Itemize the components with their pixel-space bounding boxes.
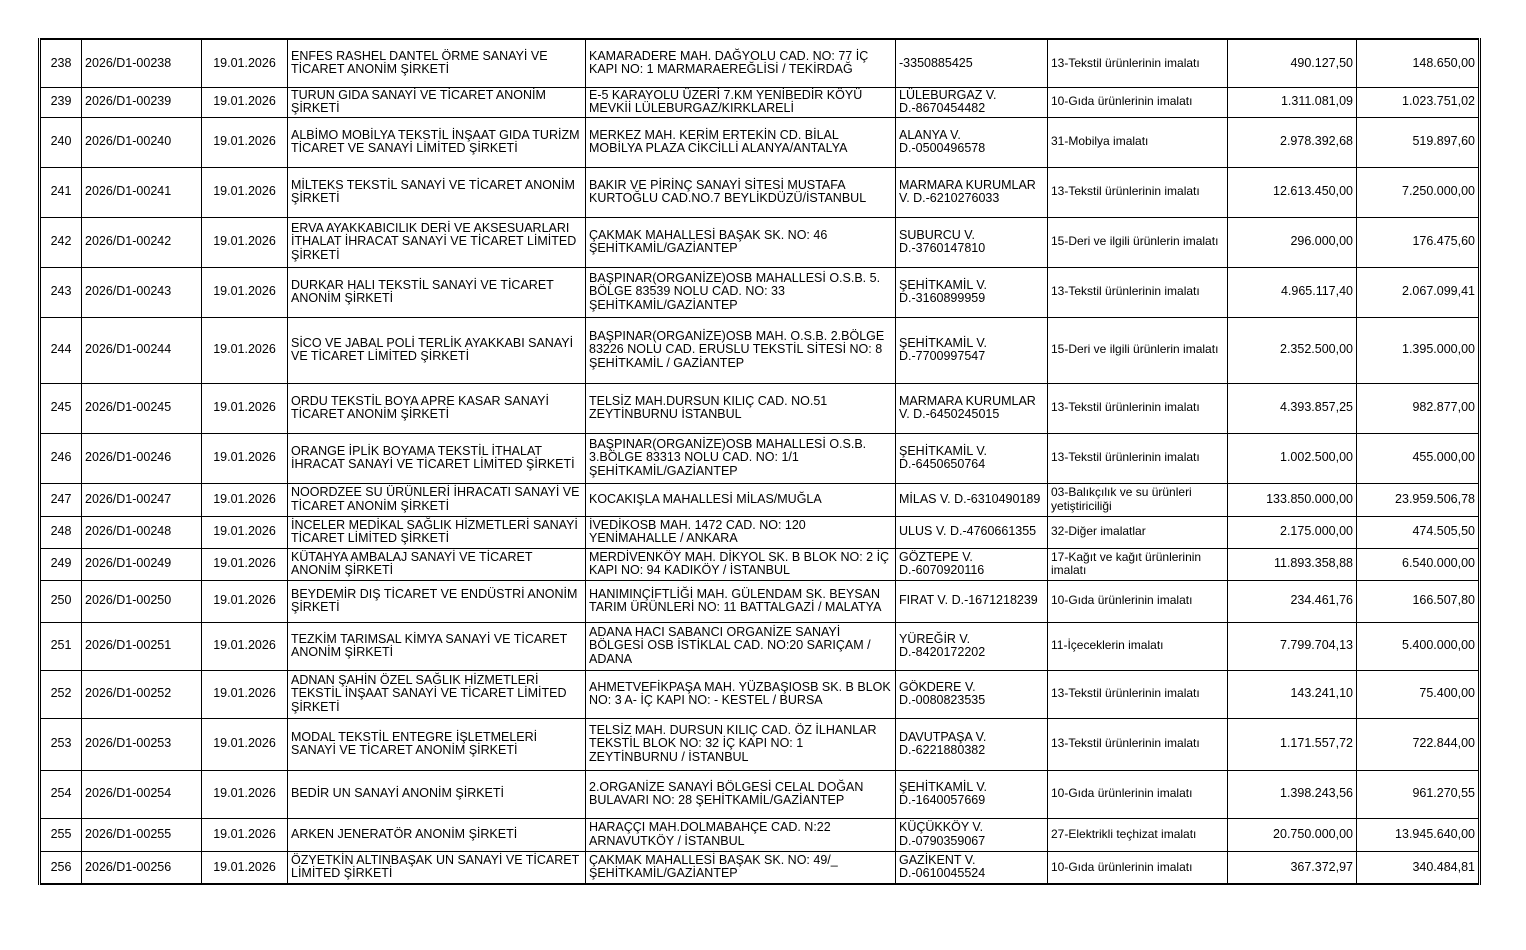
issue-date-cell: 19.01.2026 — [202, 217, 288, 267]
issue-date-cell: 19.01.2026 — [202, 622, 288, 670]
document-number-cell: 2026/D1-00243 — [82, 267, 202, 317]
row-number-cell: 255 — [40, 818, 82, 851]
company-name-cell: ALBİMO MOBİLYA TEKSTİL İNŞAAT GIDA TURİZM TİCARET VE SANAYİ LİMİTED ŞİRKETİ — [288, 117, 586, 167]
company-name-cell: BEDİR UN SANAYİ ANONİM ŞİRKETİ — [288, 770, 586, 818]
investment-amount-cell: 1.002.500,00 — [1228, 433, 1357, 483]
company-address-cell: HARAÇÇI MAH.DOLMABAHÇE CAD. N:22 ARNAVUTKÖY / İSTANBUL — [586, 818, 896, 851]
investment-amount-cell: 20.750.000,00 — [1228, 818, 1357, 851]
sector-cell: 10-Gıda ürünlerinin imalatı — [1048, 851, 1228, 884]
table-row — [40, 718, 1480, 770]
company-name-cell: TURUN GIDA SANAYİ VE TİCARET ANONİM ŞİRKETİ — [288, 87, 586, 117]
tax-office-number-cell: FIRAT V. D.-1671218239 — [896, 580, 1048, 622]
tax-office-number-cell: SUBURCU V. D.-3760147810 — [896, 217, 1048, 267]
company-name-cell: BEYDEMİR DIŞ TİCARET VE ENDÜSTRİ ANONİM ŞİRKETİ — [288, 580, 586, 622]
company-name-cell: ÖZYETKİN ALTINBAŞAK UN SANAYİ VE TİCARET LİMİTED ŞİRKETİ — [288, 851, 586, 884]
issue-date-cell: 19.01.2026 — [202, 167, 288, 217]
issue-date-cell: 19.01.2026 — [202, 39, 288, 87]
tax-office-number-cell: ŞEHİTKAMİL V. D.-3160899959 — [896, 267, 1048, 317]
investment-amount-cell: 12.613.450,00 — [1228, 167, 1357, 217]
sector-cell: 27-Elektrikli teçhizat imalatı — [1048, 818, 1228, 851]
tax-office-number-cell: DAVUTPAŞA V. D.-6221880382 — [896, 718, 1048, 770]
investment-amount-cell: 143.241,10 — [1228, 670, 1357, 718]
support-amount-cell: 519.897,60 — [1357, 117, 1480, 167]
issue-date-cell: 19.01.2026 — [202, 433, 288, 483]
company-address-cell: ÇAKMAK MAHALLESİ BAŞAK SK. NO: 46 ŞEHİTKAMİL/GAZİANTEP — [586, 217, 896, 267]
company-address-cell: İVEDİKOSB MAH. 1472 CAD. NO: 120 YENİMAHALLE / ANKARA — [586, 516, 896, 548]
row-number-cell: 241 — [40, 167, 82, 217]
issue-date-cell: 19.01.2026 — [202, 818, 288, 851]
issue-date-cell: 19.01.2026 — [202, 383, 288, 433]
table-row — [40, 117, 1480, 167]
tax-office-number-cell: -3350885425 — [896, 39, 1048, 87]
row-number-cell: 248 — [40, 516, 82, 548]
issue-date-cell: 19.01.2026 — [202, 670, 288, 718]
company-address-cell: HANIMINÇİFTLİĞİ MAH. GÜLENDAM SK. BEYSAN TARIM ÜRÜNLERİ NO: 11 BATTALGAZİ / MALATYA — [586, 580, 896, 622]
row-number-cell: 243 — [40, 267, 82, 317]
row-number-cell: 242 — [40, 217, 82, 267]
table-row — [40, 39, 1480, 87]
company-name-cell: İNCELER MEDİKAL SAĞLIK HİZMETLERİ SANAYİ TİCARET LİMİTED ŞİRKETİ — [288, 516, 586, 548]
sector-cell: 32-Diğer imalatlar — [1048, 516, 1228, 548]
row-number-cell: 251 — [40, 622, 82, 670]
row-number-cell: 250 — [40, 580, 82, 622]
company-name-cell: ENFES RASHEL DANTEL ÖRME SANAYİ VE TİCARET ANONİM ŞİRKETİ — [288, 39, 586, 87]
support-amount-cell: 5.400.000,00 — [1357, 622, 1480, 670]
support-amount-cell: 2.067.099,41 — [1357, 267, 1480, 317]
support-amount-cell: 75.400,00 — [1357, 670, 1480, 718]
support-amount-cell: 722.844,00 — [1357, 718, 1480, 770]
issue-date-cell: 19.01.2026 — [202, 548, 288, 580]
table-body — [40, 39, 1480, 884]
document-number-cell: 2026/D1-00238 — [82, 39, 202, 87]
row-number-cell: 253 — [40, 718, 82, 770]
table-row — [40, 670, 1480, 718]
tax-office-number-cell: ALANYA V. D.-0500496578 — [896, 117, 1048, 167]
investment-amount-cell: 234.461,76 — [1228, 580, 1357, 622]
investment-amount-cell: 1.171.557,72 — [1228, 718, 1357, 770]
sector-cell: 13-Tekstil ürünlerinin imalatı — [1048, 167, 1228, 217]
company-name-cell: MİLTEKS TEKSTİL SANAYİ VE TİCARET ANONİM ŞİRKETİ — [288, 167, 586, 217]
support-amount-cell: 13.945.640,00 — [1357, 818, 1480, 851]
table-row — [40, 851, 1480, 884]
company-name-cell: ADNAN ŞAHİN ÖZEL SAĞLIK HİZMETLERİ TEKSTİL İNŞAAT SANAYİ VE TİCARET LİMİTED ŞİRKETİ — [288, 670, 586, 718]
row-number-cell: 249 — [40, 548, 82, 580]
issue-date-cell: 19.01.2026 — [202, 718, 288, 770]
company-address-cell: ÇAKMAK MAHALLESİ BAŞAK SK. NO: 49/_ ŞEHİTKAMİL/GAZİANTEP — [586, 851, 896, 884]
support-amount-cell: 23.959.506,78 — [1357, 483, 1480, 516]
company-name-cell: DURKAR HALI TEKSTİL SANAYİ VE TİCARET ANONİM ŞİRKETİ — [288, 267, 586, 317]
company-address-cell: AHMETVEFİKPAŞA MAH. YÜZBAŞIOSB SK. B BLOK NO: 3 A- İÇ KAPI NO: - KESTEL / BURSA — [586, 670, 896, 718]
company-name-cell: ORDU TEKSTİL BOYA APRE KASAR SANAYİ TİCARET ANONİM ŞİRKETİ — [288, 383, 586, 433]
tax-office-number-cell: ULUS V. D.-4760661355 — [896, 516, 1048, 548]
company-address-cell: BAŞPINAR(ORGANİZE)OSB MAHALLESİ O.S.B. 5. BÖLGE 83539 NOLU CAD. NO: 33 ŞEHİTKAMİL/GAZİANTEP — [586, 267, 896, 317]
company-address-cell: MERDİVENKÖY MAH. DİKYOL SK. B BLOK NO: 2 İÇ KAPI NO: 94 KADIKÖY / İSTANBUL — [586, 548, 896, 580]
table-row — [40, 548, 1480, 580]
issue-date-cell: 19.01.2026 — [202, 580, 288, 622]
support-amount-cell: 455.000,00 — [1357, 433, 1480, 483]
sector-cell: 15-Deri ve ilgili ürünlerin imalatı — [1048, 317, 1228, 383]
issue-date-cell: 19.01.2026 — [202, 770, 288, 818]
company-name-cell: KÜTAHYA AMBALAJ SANAYİ VE TİCARET ANONİM ŞİRKETİ — [288, 548, 586, 580]
sector-cell: 15-Deri ve ilgili ürünlerin imalatı — [1048, 217, 1228, 267]
issue-date-cell: 19.01.2026 — [202, 516, 288, 548]
company-name-cell: ERVA AYAKKABICILIK DERİ VE AKSESUARLARI İTHALAT İHRACAT SANAYİ VE TİCARET LİMİTED ŞİRKETİ — [288, 217, 586, 267]
sector-cell: 17-Kağıt ve kağıt ürünlerinin imalatı — [1048, 548, 1228, 580]
company-address-cell: KOCAKIŞLA MAHALLESİ MİLAS/MUĞLA — [586, 483, 896, 516]
investment-amount-cell: 1.398.243,56 — [1228, 770, 1357, 818]
support-amount-cell: 1.395.000,00 — [1357, 317, 1480, 383]
company-address-cell: MERKEZ MAH. KERİM ERTEKİN CD. BİLAL MOBİLYA PLAZA CİKCİLLİ ALANYA/ANTALYA — [586, 117, 896, 167]
table-row — [40, 167, 1480, 217]
table-row — [40, 622, 1480, 670]
tax-office-number-cell: ŞEHİTKAMİL V. D.-7700997547 — [896, 317, 1048, 383]
document-number-cell: 2026/D1-00248 — [82, 516, 202, 548]
document-number-cell: 2026/D1-00252 — [82, 670, 202, 718]
tax-office-number-cell: MARMARA KURUMLAR V. D.-6450245015 — [896, 383, 1048, 433]
sector-cell: 11-İçeceklerin imalatı — [1048, 622, 1228, 670]
investment-amount-cell: 7.799.704,13 — [1228, 622, 1357, 670]
investment-amount-cell: 1.311.081,09 — [1228, 87, 1357, 117]
company-address-cell: BAKIR VE PİRİNÇ SANAYİ SİTESİ MUSTAFA KURTOĞLU CAD.NO.7 BEYLİKDÜZÜ/İSTANBUL — [586, 167, 896, 217]
company-address-cell: BAŞPINAR(ORGANİZE)OSB MAHALLESİ O.S.B. 3.BÖLGE 83313 NOLU CAD. NO: 1/1 ŞEHİTKAMİL/GAZİANTEP — [586, 433, 896, 483]
support-amount-cell: 7.250.000,00 — [1357, 167, 1480, 217]
row-number-cell: 245 — [40, 383, 82, 433]
sector-cell: 03-Balıkçılık ve su ürünleri yetiştiriciliği — [1048, 483, 1228, 516]
document-number-cell: 2026/D1-00254 — [82, 770, 202, 818]
row-number-cell: 239 — [40, 87, 82, 117]
incentive-certificate-table — [38, 38, 1481, 885]
company-name-cell: ORANGE İPLİK BOYAMA TEKSTİL İTHALAT İHRACAT SANAYİ VE TİCARET LİMİTED ŞİRKETİ — [288, 433, 586, 483]
company-name-cell: ARKEN JENERATÖR ANONİM ŞİRKETİ — [288, 818, 586, 851]
table-row — [40, 87, 1480, 117]
document-number-cell: 2026/D1-00239 — [82, 87, 202, 117]
table-row — [40, 580, 1480, 622]
tax-office-number-cell: GAZİKENT V. D.-0610045524 — [896, 851, 1048, 884]
investment-amount-cell: 4.393.857,25 — [1228, 383, 1357, 433]
document-number-cell: 2026/D1-00247 — [82, 483, 202, 516]
support-amount-cell: 961.270,55 — [1357, 770, 1480, 818]
document-number-cell: 2026/D1-00242 — [82, 217, 202, 267]
tax-office-number-cell: MİLAS V. D.-6310490189 — [896, 483, 1048, 516]
support-amount-cell: 982.877,00 — [1357, 383, 1480, 433]
company-name-cell: MODAL TEKSTİL ENTEGRE İŞLETMELERİ SANAYİ VE TİCARET ANONİM ŞİRKETİ — [288, 718, 586, 770]
document-number-cell: 2026/D1-00241 — [82, 167, 202, 217]
table-row — [40, 433, 1480, 483]
tax-office-number-cell: ŞEHİTKAMİL V. D.-1640057669 — [896, 770, 1048, 818]
company-name-cell: NOORDZEE SU ÜRÜNLERİ İHRACATI SANAYİ VE TİCARET ANONİM ŞİRKETİ — [288, 483, 586, 516]
table-row — [40, 516, 1480, 548]
sector-cell: 13-Tekstil ürünlerinin imalatı — [1048, 267, 1228, 317]
investment-amount-cell: 296.000,00 — [1228, 217, 1357, 267]
table-row — [40, 770, 1480, 818]
document-number-cell: 2026/D1-00253 — [82, 718, 202, 770]
row-number-cell: 256 — [40, 851, 82, 884]
company-address-cell: BAŞPINAR(ORGANİZE)OSB MAH. O.S.B. 2.BÖLGE 83226 NOLU CAD. ERUSLU TEKSTİL SİTESİ NO: 8 ŞEHİTKAMİL / GAZİANTEP — [586, 317, 896, 383]
company-address-cell: E-5 KARAYOLU ÜZERİ 7.KM YENİBEDİR KÖYÜ MEVKİİ LÜLEBURGAZ/KIRKLARELİ — [586, 87, 896, 117]
sector-cell: 13-Tekstil ürünlerinin imalatı — [1048, 383, 1228, 433]
support-amount-cell: 474.505,50 — [1357, 516, 1480, 548]
row-number-cell: 247 — [40, 483, 82, 516]
document-number-cell: 2026/D1-00246 — [82, 433, 202, 483]
investment-amount-cell: 11.893.358,88 — [1228, 548, 1357, 580]
investment-amount-cell: 2.352.500,00 — [1228, 317, 1357, 383]
row-number-cell: 240 — [40, 117, 82, 167]
issue-date-cell: 19.01.2026 — [202, 851, 288, 884]
sector-cell: 10-Gıda ürünlerinin imalatı — [1048, 580, 1228, 622]
issue-date-cell: 19.01.2026 — [202, 483, 288, 516]
document-number-cell: 2026/D1-00240 — [82, 117, 202, 167]
support-amount-cell: 6.540.000,00 — [1357, 548, 1480, 580]
row-number-cell: 246 — [40, 433, 82, 483]
investment-amount-cell: 490.127,50 — [1228, 39, 1357, 87]
table-row — [40, 217, 1480, 267]
company-address-cell: TELSİZ MAH. DURSUN KILIÇ CAD. ÖZ İLHANLAR TEKSTİL BLOK NO: 32 İÇ KAPI NO: 1 ZEYTİNBURNU / İSTANBUL — [586, 718, 896, 770]
table-row — [40, 818, 1480, 851]
document-number-cell: 2026/D1-00251 — [82, 622, 202, 670]
issue-date-cell: 19.01.2026 — [202, 117, 288, 167]
tax-office-number-cell: YÜREĞİR V. D.-8420172202 — [896, 622, 1048, 670]
document-number-cell: 2026/D1-00255 — [82, 818, 202, 851]
investment-amount-cell: 4.965.117,40 — [1228, 267, 1357, 317]
row-number-cell: 252 — [40, 670, 82, 718]
tax-office-number-cell: GÖKDERE V. D.-0080823535 — [896, 670, 1048, 718]
sector-cell: 10-Gıda ürünlerinin imalatı — [1048, 770, 1228, 818]
document-number-cell: 2026/D1-00256 — [82, 851, 202, 884]
tax-office-number-cell: ŞEHİTKAMİL V. D.-6450650764 — [896, 433, 1048, 483]
company-name-cell: SİCO VE JABAL POLİ TERLİK AYAKKABI SANAYİ VE TİCARET LİMİTED ŞİRKETİ — [288, 317, 586, 383]
company-address-cell: 2.ORGANİZE SANAYİ BÖLGESİ CELAL DOĞAN BULAVARI NO: 28 ŞEHİTKAMİL/GAZİANTEP — [586, 770, 896, 818]
investment-amount-cell: 133.850.000,00 — [1228, 483, 1357, 516]
sector-cell: 10-Gıda ürünlerinin imalatı — [1048, 87, 1228, 117]
company-address-cell: KAMARADERE MAH. DAĞYOLU CAD. NO: 77 İÇ KAPI NO: 1 MARMARAEREĞLİSİ / TEKİRDAĞ — [586, 39, 896, 87]
table-row — [40, 483, 1480, 516]
sector-cell: 13-Tekstil ürünlerinin imalatı — [1048, 39, 1228, 87]
investment-amount-cell: 2.978.392,68 — [1228, 117, 1357, 167]
row-number-cell: 254 — [40, 770, 82, 818]
sector-cell: 13-Tekstil ürünlerinin imalatı — [1048, 718, 1228, 770]
sector-cell: 13-Tekstil ürünlerinin imalatı — [1048, 670, 1228, 718]
tax-office-number-cell: LÜLEBURGAZ V. D.-8670454482 — [896, 87, 1048, 117]
support-amount-cell: 340.484,81 — [1357, 851, 1480, 884]
support-amount-cell: 176.475,60 — [1357, 217, 1480, 267]
company-name-cell: TEZKİM TARIMSAL KİMYA SANAYİ VE TİCARET ANONİM ŞİRKETİ — [288, 622, 586, 670]
row-number-cell: 238 — [40, 39, 82, 87]
document-number-cell: 2026/D1-00250 — [82, 580, 202, 622]
document-number-cell: 2026/D1-00245 — [82, 383, 202, 433]
support-amount-cell: 148.650,00 — [1357, 39, 1480, 87]
sector-cell: 13-Tekstil ürünlerinin imalatı — [1048, 433, 1228, 483]
document-number-cell: 2026/D1-00249 — [82, 548, 202, 580]
table-row — [40, 267, 1480, 317]
document-number-cell: 2026/D1-00244 — [82, 317, 202, 383]
table-row — [40, 383, 1480, 433]
table-row — [40, 317, 1480, 383]
tax-office-number-cell: MARMARA KURUMLAR V. D.-6210276033 — [896, 167, 1048, 217]
support-amount-cell: 166.507,80 — [1357, 580, 1480, 622]
support-amount-cell: 1.023.751,02 — [1357, 87, 1480, 117]
row-number-cell: 244 — [40, 317, 82, 383]
sector-cell: 31-Mobilya imalatı — [1048, 117, 1228, 167]
company-address-cell: TELSİZ MAH.DURSUN KILIÇ CAD. NO.51 ZEYTİNBURNU İSTANBUL — [586, 383, 896, 433]
tax-office-number-cell: GÖZTEPE V. D.-6070920116 — [896, 548, 1048, 580]
issue-date-cell: 19.01.2026 — [202, 87, 288, 117]
company-address-cell: ADANA HACI SABANCI ORGANİZE SANAYİ BÖLGESİ OSB İSTİKLAL CAD. NO:20 SARIÇAM / ADANA — [586, 622, 896, 670]
issue-date-cell: 19.01.2026 — [202, 267, 288, 317]
tax-office-number-cell: KÜÇÜKKÖY V. D.-0790359067 — [896, 818, 1048, 851]
investment-amount-cell: 2.175.000,00 — [1228, 516, 1357, 548]
investment-amount-cell: 367.372,97 — [1228, 851, 1357, 884]
issue-date-cell: 19.01.2026 — [202, 317, 288, 383]
